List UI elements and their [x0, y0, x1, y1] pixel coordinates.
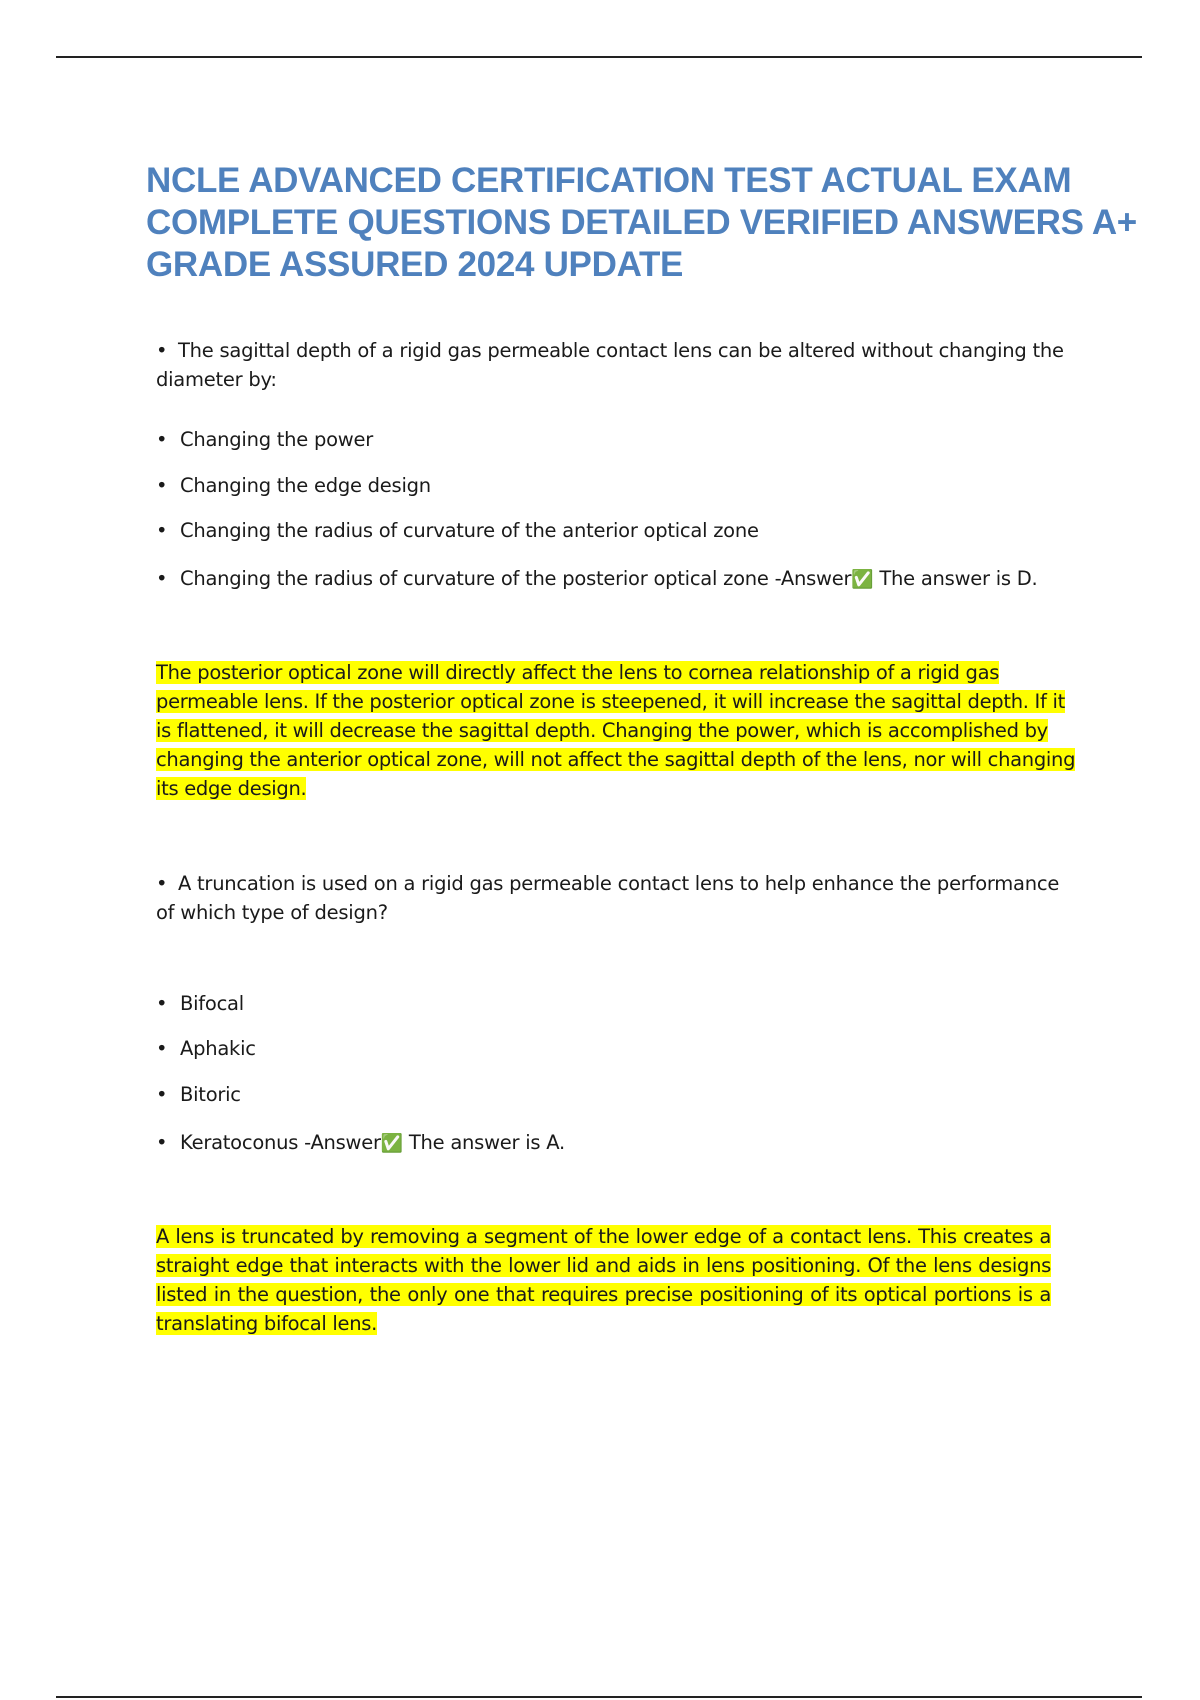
bullet-icon: • — [156, 1131, 168, 1154]
bullet-icon: • — [156, 567, 168, 590]
bullet-icon: • — [156, 872, 168, 895]
list-item: • Changing the radius of curvature of the posterior optical zone -Answer✅ The answer is D. — [156, 565, 1037, 594]
bullet-icon: • — [156, 1037, 168, 1060]
header-rule — [56, 56, 1142, 58]
list-item: • Changing the radius of curvature of the anterior optical zone — [156, 517, 759, 545]
bullet-icon: • — [156, 339, 168, 362]
bullet-icon: • — [156, 428, 168, 451]
footer-rule — [56, 1696, 1142, 1698]
bullet-icon: • — [156, 992, 168, 1015]
checkmark-icon: ✅ — [380, 1133, 403, 1154]
list-item: • Bifocal — [156, 990, 244, 1018]
checkmark-icon: ✅ — [851, 569, 874, 590]
list-item: • Aphakic — [156, 1035, 256, 1063]
explanation-2: A lens is truncated by removing a segment of the lower edge of a contact lens. This creates a straight edge that interacts with the lower lid and aids in lens positioning. Of the lens designs listed in the question, the only one that requires precise positioning of its optical portions is a translating bifocal lens. — [156, 1225, 1051, 1335]
question-1-prompt: The sagittal depth of a rigid gas permeable contact lens can be altered without changing the diameter by: — [156, 339, 1064, 391]
question-2-prompt: A truncation is used on a rigid gas permeable contact lens to help enhance the performance of which type of design? — [156, 872, 1060, 924]
bullet-icon: • — [156, 519, 168, 542]
question-1 — [156, 336, 1076, 394]
bullet-icon: • — [156, 474, 168, 497]
question-2 — [156, 869, 1076, 927]
bullet-icon: • — [156, 1083, 168, 1106]
list-item: • Bitoric — [156, 1081, 241, 1109]
document-title: NCLE ADVANCED CERTIFICATION TEST ACTUAL EXAM COMPLETE QUESTIONS DETAILED VERIFIED ANSWERS A+ GRADE ASSURED 2024 UPDATE — [146, 161, 1137, 284]
answer-text: The answer is A. — [408, 1131, 565, 1154]
answer-text: The answer is D. — [879, 567, 1038, 590]
list-item: • Changing the power — [156, 426, 373, 454]
list-item: • Keratoconus -Answer✅ The answer is A. — [156, 1129, 565, 1158]
list-item: • Changing the edge design — [156, 472, 431, 500]
explanation-1: The posterior optical zone will directly affect the lens to cornea relationship of a rigid gas permeable lens. If the posterior optical zone is steepened, it will increase the sagittal depth. If it is flattened, it will decrease the sagittal depth. Changing the power, which is accomplished by changing the anterior optical zone, will not affect the sagittal depth of the lens, nor will changing its edge design. — [156, 661, 1076, 800]
